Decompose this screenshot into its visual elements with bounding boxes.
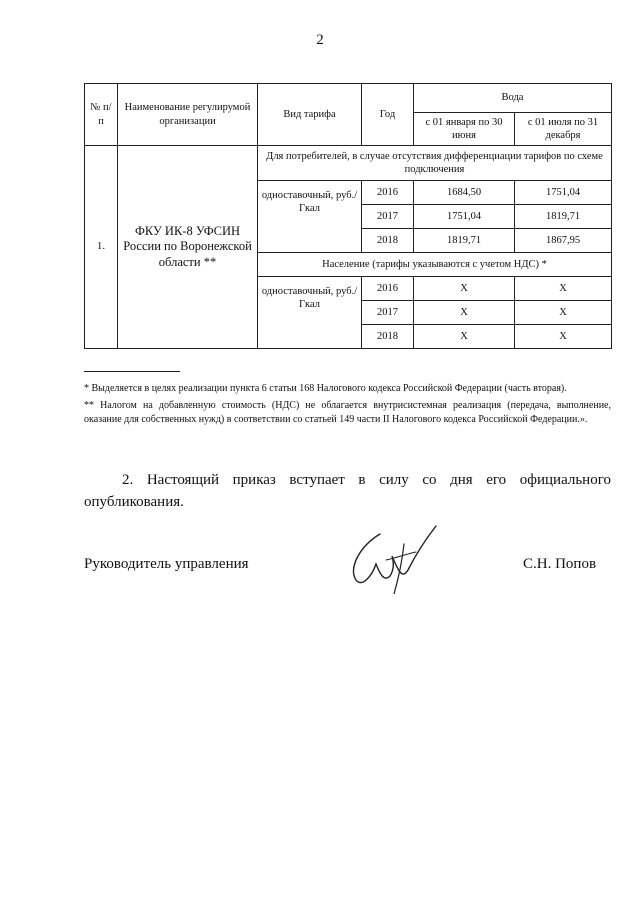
page-number: 2 [316, 32, 324, 48]
header-tariff-type: Вид тарифа [258, 84, 362, 146]
value-cell: Х [515, 325, 612, 349]
value-cell: Х [414, 325, 515, 349]
effective-date-paragraph: 2. Настоящий приказ вступает в силу со дня его официального опубликования. [84, 472, 611, 510]
header-org: Наименование регулирумой организации [118, 84, 258, 146]
organization-name: ФКУ ИК-8 УФСИН России по Воронежской области ** [118, 146, 258, 349]
header-year: Год [362, 84, 414, 146]
header-no: № п/п [85, 84, 118, 146]
section-2-title: Население (тарифы указываются с учетом НДС) * [258, 253, 612, 277]
value-cell: 1751,04 [515, 181, 612, 205]
footnote-separator [84, 371, 180, 372]
value-cell: Х [515, 277, 612, 301]
tariff-type: одноставочный, руб./Гкал [258, 181, 362, 253]
year-cell: 2016 [362, 181, 414, 205]
value-cell: 1819,71 [414, 229, 515, 253]
value-cell: 1819,71 [515, 205, 612, 229]
value-cell: Х [515, 301, 612, 325]
signatory-name: С.Н. Попов [523, 556, 597, 572]
value-cell: 1751,04 [414, 205, 515, 229]
header-period-1: с 01 января по 30 июня [414, 113, 515, 146]
footnote-1: * Выделяется в целях реализации пункта 6 статьи 168 Налогового кодекса Российской Федерации (часть вторая). [84, 383, 567, 394]
year-cell: 2017 [362, 205, 414, 229]
signature-scribble [346, 524, 442, 594]
header-period-2: с 01 июля по 31 декабря [515, 113, 612, 146]
row-number: 1. [85, 146, 118, 349]
tariff-type: одноставочный, руб./Гкал [258, 277, 362, 349]
value-cell: 1684,50 [414, 181, 515, 205]
section-1-title: Для потребителей, в случае отсутствия дифференциации тарифов по схеме подключения [258, 146, 612, 181]
header-water: Вода [414, 84, 612, 113]
footnotes [84, 382, 611, 430]
tariff-table [84, 83, 612, 349]
footnote-2: ** Налогом на добавленную стоимость (НДС) не облагается внутрисистемная реализация (передача, выполнение, оказание для собственных нужд) в соответствии со статьей 149 части II Налогового кодекса Российской Федерации.». [84, 399, 611, 425]
year-cell: 2017 [362, 301, 414, 325]
value-cell: 1867,95 [515, 229, 612, 253]
signatory-position: Руководитель управления [84, 556, 249, 572]
value-cell: Х [414, 277, 515, 301]
year-cell: 2016 [362, 277, 414, 301]
year-cell: 2018 [362, 229, 414, 253]
value-cell: Х [414, 301, 515, 325]
year-cell: 2018 [362, 325, 414, 349]
